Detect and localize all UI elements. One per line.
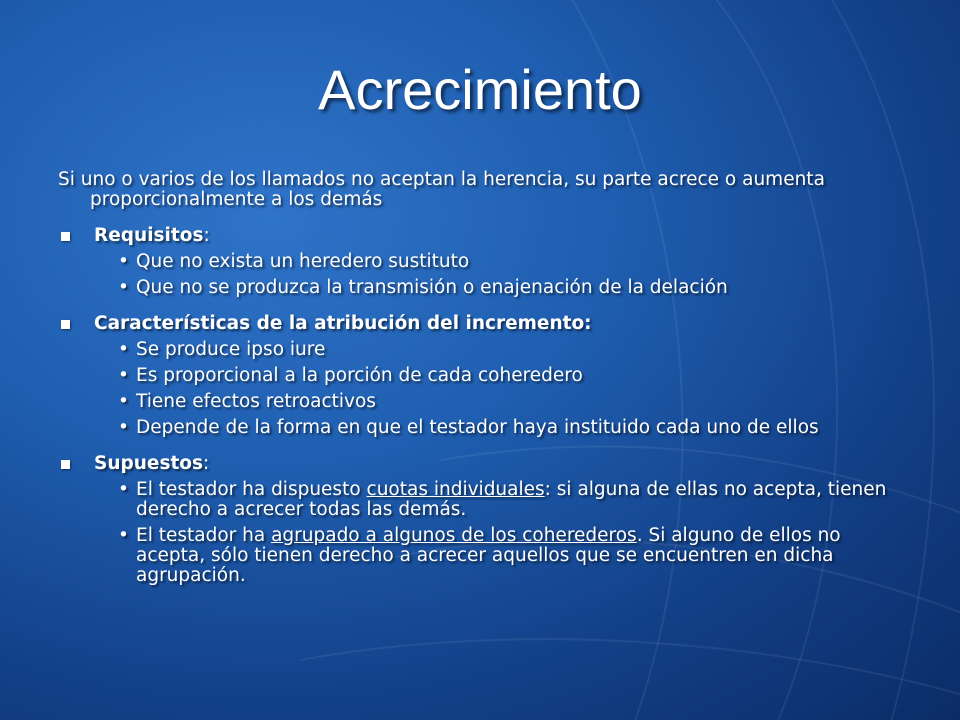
list-item-text: [136, 479, 886, 520]
item-text-post: . Si alguno de ellos no acepta, sólo tienen derecho a acrecer aquellos que se encuentren en dicha agrupación.: [136, 525, 841, 586]
heading-label: Requisitos: [94, 225, 204, 246]
item-text-pre: El testador ha: [136, 525, 272, 546]
section-caracteristicas: [58, 314, 908, 438]
list-item: [58, 252, 908, 272]
section-supuestos: [58, 454, 908, 586]
list-item: [58, 526, 908, 586]
square-bullet-icon: [61, 320, 70, 329]
slide-title: Acrecimiento: [318, 58, 642, 121]
list-item-text: Que no se produzca la transmisión o enajenación de la delación: [136, 277, 728, 298]
list-item: [58, 366, 908, 386]
square-bullet-icon: [61, 460, 70, 469]
section-heading: [58, 226, 908, 246]
heading-label: Supuestos: [94, 453, 204, 474]
round-bullet-icon: •: [118, 277, 129, 298]
heading-label: Características de la atribución del incremento:: [94, 313, 592, 334]
list-item-text: Es proporcional a la porción de cada coheredero: [136, 365, 583, 386]
heading-suffix: :: [203, 453, 210, 474]
item-text-post: : si alguna de ellas no acepta, tienen derecho a acrecer todas las demás.: [136, 479, 887, 520]
item-text-pre: El testador ha dispuesto: [136, 479, 367, 500]
item-text-underlined: agrupado a algunos de los coherederos: [271, 525, 637, 546]
round-bullet-icon: •: [118, 391, 129, 412]
intro-text: Si uno o varios de los llamados no aceptan la herencia, su parte acrece o aumenta proporcionalmente a los demás: [58, 169, 825, 210]
list-item-text: Se produce ipso iure: [136, 339, 326, 360]
list-item-text: Tiene efectos retroactivos: [136, 391, 376, 412]
section-requisitos: [58, 226, 908, 298]
item-text-underlined: cuotas individuales: [366, 479, 545, 500]
list-item: [58, 418, 908, 438]
round-bullet-icon: •: [118, 365, 129, 386]
list-item: [58, 392, 908, 412]
section-heading: [58, 314, 908, 334]
list-item-text: [136, 525, 841, 586]
square-bullet-icon: [61, 232, 70, 241]
slide-body: [58, 170, 908, 602]
list-item-text: Depende de la forma en que el testador haya instituido cada uno de ellos: [136, 417, 819, 438]
list-item: [58, 340, 908, 360]
heading-suffix: :: [203, 225, 210, 246]
section-heading: [58, 454, 908, 474]
list-item: [58, 278, 908, 298]
round-bullet-icon: •: [118, 251, 129, 272]
round-bullet-icon: •: [118, 417, 129, 438]
list-item-text: Que no exista un heredero sustituto: [136, 251, 470, 272]
round-bullet-icon: •: [118, 339, 129, 360]
round-bullet-icon: •: [118, 525, 129, 546]
round-bullet-icon: •: [118, 479, 129, 500]
list-item: [58, 480, 908, 520]
